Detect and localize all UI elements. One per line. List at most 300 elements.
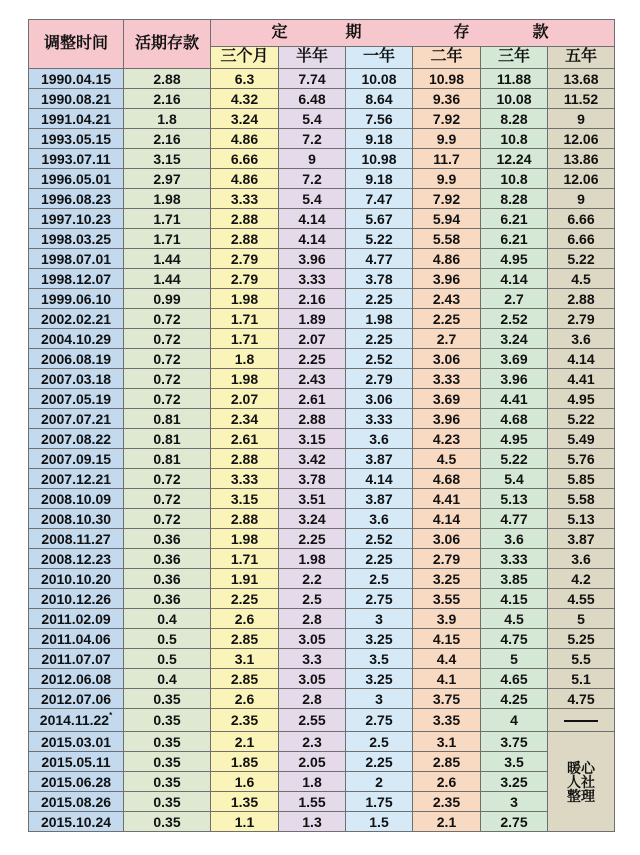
cell-3y: 4.75 xyxy=(481,629,548,649)
cell-2y: 10.98 xyxy=(413,69,481,89)
cell-current: 2.16 xyxy=(124,129,211,149)
cell-3m: 1.71 xyxy=(211,549,279,569)
cell-1y: 3.87 xyxy=(346,449,413,469)
cell-5y: 5.58 xyxy=(548,489,615,509)
cell-date xyxy=(29,149,124,169)
cell-2y: 2.35 xyxy=(413,792,481,812)
cell-6m: 7.74 xyxy=(279,69,346,89)
cell-3m: 2.61 xyxy=(211,429,279,449)
cell-3y: 4.14 xyxy=(481,269,548,289)
table-row xyxy=(29,509,615,529)
cell-current: 1.71 xyxy=(124,229,211,249)
cell-6m: 3.96 xyxy=(279,249,346,269)
cell-5y: 4.55 xyxy=(548,589,615,609)
table-row xyxy=(29,389,615,409)
cell-6m: 1.55 xyxy=(279,792,346,812)
cell-3y: 4.41 xyxy=(481,389,548,409)
cell-current: 0.72 xyxy=(124,469,211,489)
date-text: 1990.08.21 xyxy=(40,90,112,107)
cell-3m: 2.88 xyxy=(211,449,279,469)
cell-current: 0.35 xyxy=(124,772,211,792)
cell-6m: 2.61 xyxy=(279,389,346,409)
cell-3y: 3.33 xyxy=(481,549,548,569)
cell-5y: 6.66 xyxy=(548,229,615,249)
cell-3y: 4.77 xyxy=(481,509,548,529)
cell-2y: 4.41 xyxy=(413,489,481,509)
table-row xyxy=(29,369,615,389)
cell-3y: 4.5 xyxy=(481,609,548,629)
cell-5y: 5.1 xyxy=(548,669,615,689)
cell-1y: 2.79 xyxy=(346,369,413,389)
date-footnote-mark: * xyxy=(109,711,113,720)
cell-1y: 9.18 xyxy=(346,129,413,149)
date-text: 2007.03.18 xyxy=(40,370,112,387)
cell-2y: 7.92 xyxy=(413,109,481,129)
cell-6m: 1.98 xyxy=(279,549,346,569)
date-text: 1990.04.15 xyxy=(40,70,112,87)
cell-current: 0.81 xyxy=(124,429,211,449)
date-text: 1996.05.01 xyxy=(40,170,112,187)
cell-5y: 11.52 xyxy=(548,89,615,109)
cell-3y: 3.24 xyxy=(481,329,548,349)
cell-3m: 1.98 xyxy=(211,529,279,549)
cell-6m: 2.25 xyxy=(279,349,346,369)
table-row xyxy=(29,792,615,812)
table-row xyxy=(29,469,615,489)
cell-date xyxy=(29,689,124,709)
cell-2y: 7.92 xyxy=(413,189,481,209)
cell-3y: 6.21 xyxy=(481,229,548,249)
cell-date xyxy=(29,709,124,732)
cell-2y: 3.1 xyxy=(413,732,481,752)
cell-2y: 4.4 xyxy=(413,649,481,669)
cell-date xyxy=(29,609,124,629)
cell-current: 0.35 xyxy=(124,752,211,772)
cell-3m: 2.1 xyxy=(211,732,279,752)
cell-1y: 2.75 xyxy=(346,709,413,732)
cell-date xyxy=(29,269,124,289)
table-row xyxy=(29,529,615,549)
cell-6m: 2.5 xyxy=(279,589,346,609)
cell-3m: 1.85 xyxy=(211,752,279,772)
cell-3y: 4.95 xyxy=(481,429,548,449)
cell-3y: 12.24 xyxy=(481,149,548,169)
date-text: 1998.03.25 xyxy=(40,230,112,247)
cell-1y: 2.52 xyxy=(346,349,413,369)
cell-current: 0.72 xyxy=(124,349,211,369)
cell-6m: 2.07 xyxy=(279,329,346,349)
cell-6m: 2.25 xyxy=(279,529,346,549)
cell-6m: 9 xyxy=(279,149,346,169)
cell-3m: 2.6 xyxy=(211,609,279,629)
cell-6m: 2.88 xyxy=(279,409,346,429)
cell-5y: 3.6 xyxy=(548,549,615,569)
cell-2y: 2.79 xyxy=(413,549,481,569)
cell-2y: 4.23 xyxy=(413,429,481,449)
cell-6m: 3.05 xyxy=(279,669,346,689)
cell-1y: 2.75 xyxy=(346,589,413,609)
dash-line xyxy=(564,720,598,722)
cell-2y: 3.96 xyxy=(413,269,481,289)
cell-1y: 2.5 xyxy=(346,569,413,589)
cell-current: 0.72 xyxy=(124,389,211,409)
cell-current: 1.44 xyxy=(124,269,211,289)
date-text: 2007.07.21 xyxy=(40,410,112,427)
cell-6m: 1.3 xyxy=(279,812,346,832)
table-row xyxy=(29,732,615,752)
cell-6m: 5.4 xyxy=(279,109,346,129)
cell-date xyxy=(29,772,124,792)
header-current: 活期存款 xyxy=(124,20,211,69)
cell-6m: 3.15 xyxy=(279,429,346,449)
cell-5y: 3.87 xyxy=(548,529,615,549)
cell-3m: 2.88 xyxy=(211,229,279,249)
cell-1y: 3.78 xyxy=(346,269,413,289)
cell-5y-empty-dash xyxy=(548,709,615,732)
cell-1y: 2.25 xyxy=(346,752,413,772)
cell-5y: 12.06 xyxy=(548,129,615,149)
cell-6m: 2.3 xyxy=(279,732,346,752)
cell-5y: 4.95 xyxy=(548,389,615,409)
cell-date xyxy=(29,589,124,609)
date-text: 2004.10.29 xyxy=(40,330,112,347)
cell-3m: 2.79 xyxy=(211,269,279,289)
cell-6m: 3.78 xyxy=(279,469,346,489)
date-text: 1998.07.01 xyxy=(40,250,112,267)
cell-2y: 3.25 xyxy=(413,569,481,589)
table-row xyxy=(29,269,615,289)
table-row xyxy=(29,429,615,449)
cell-1y: 2.52 xyxy=(346,529,413,549)
cell-3y: 5.4 xyxy=(481,469,548,489)
cell-1y: 5.67 xyxy=(346,209,413,229)
cell-5y: 13.68 xyxy=(548,69,615,89)
cell-3m: 1.35 xyxy=(211,792,279,812)
cell-1y: 2.25 xyxy=(346,549,413,569)
cell-3m: 1.8 xyxy=(211,349,279,369)
cell-1y: 3.25 xyxy=(346,669,413,689)
cell-5y: 5.49 xyxy=(548,429,615,449)
cell-1y: 7.56 xyxy=(346,109,413,129)
table-row xyxy=(29,449,615,469)
note-line: 整理 xyxy=(567,787,595,804)
cell-5y: 5 xyxy=(548,609,615,629)
cell-6m: 3.51 xyxy=(279,489,346,509)
header-fixed-char: 存 xyxy=(453,23,470,41)
cell-date xyxy=(29,229,124,249)
cell-6m: 3.05 xyxy=(279,629,346,649)
cell-1y: 1.75 xyxy=(346,792,413,812)
cell-2y: 2.6 xyxy=(413,772,481,792)
cell-6m: 2.43 xyxy=(279,369,346,389)
cell-current: 1.44 xyxy=(124,249,211,269)
cell-6m: 2.16 xyxy=(279,289,346,309)
cell-6m: 1.8 xyxy=(279,772,346,792)
cell-date xyxy=(29,429,124,449)
cell-2y: 2.7 xyxy=(413,329,481,349)
cell-current: 0.4 xyxy=(124,609,211,629)
cell-2y: 3.9 xyxy=(413,609,481,629)
cell-2y: 5.58 xyxy=(413,229,481,249)
table-row xyxy=(29,109,615,129)
cell-2y: 4.86 xyxy=(413,249,481,269)
cell-5y: 4.5 xyxy=(548,269,615,289)
table-row xyxy=(29,329,615,349)
cell-5y: 5.76 xyxy=(548,449,615,469)
cell-5y: 2.88 xyxy=(548,289,615,309)
cell-5y: 2.79 xyxy=(548,309,615,329)
cell-3m: 2.07 xyxy=(211,389,279,409)
cell-1y: 8.64 xyxy=(346,89,413,109)
cell-6m: 5.4 xyxy=(279,189,346,209)
date-text: 1996.08.23 xyxy=(40,190,112,207)
cell-5y: 5.85 xyxy=(548,469,615,489)
cell-date xyxy=(29,209,124,229)
date-text: 2015.03.01 xyxy=(40,733,112,750)
date-text: 2010.12.26 xyxy=(40,590,112,607)
table-row xyxy=(29,549,615,569)
cell-date xyxy=(29,169,124,189)
cell-3m: 2.6 xyxy=(211,689,279,709)
cell-3y: 6.21 xyxy=(481,209,548,229)
cell-date xyxy=(29,189,124,209)
compiler-note xyxy=(548,732,615,832)
table-row xyxy=(29,189,615,209)
header-date: 调整时间 xyxy=(29,20,124,69)
cell-3m: 4.86 xyxy=(211,129,279,149)
cell-date xyxy=(29,509,124,529)
table-row xyxy=(29,772,615,792)
cell-5y: 4.2 xyxy=(548,569,615,589)
cell-1y: 2.25 xyxy=(346,329,413,349)
table-row xyxy=(29,812,615,832)
table-row xyxy=(29,349,615,369)
cell-2y: 2.85 xyxy=(413,752,481,772)
cell-date xyxy=(29,489,124,509)
cell-3y: 3.75 xyxy=(481,732,548,752)
table-body xyxy=(29,69,615,832)
cell-6m: 2.2 xyxy=(279,569,346,589)
cell-current: 0.4 xyxy=(124,669,211,689)
cell-5y: 5.22 xyxy=(548,249,615,269)
cell-3m: 1.98 xyxy=(211,289,279,309)
cell-6m: 2.8 xyxy=(279,609,346,629)
cell-1y: 3.5 xyxy=(346,649,413,669)
cell-current: 0.72 xyxy=(124,309,211,329)
cell-3m: 1.91 xyxy=(211,569,279,589)
header-fixed-char: 期 xyxy=(345,23,362,41)
cell-3m: 6.66 xyxy=(211,149,279,169)
cell-1y: 3.6 xyxy=(346,509,413,529)
cell-3y: 2.52 xyxy=(481,309,548,329)
cell-3y: 3.6 xyxy=(481,529,548,549)
table-row xyxy=(29,409,615,429)
cell-2y: 3.55 xyxy=(413,589,481,609)
cell-1y: 1.98 xyxy=(346,309,413,329)
cell-2y: 4.68 xyxy=(413,469,481,489)
cell-3m: 2.25 xyxy=(211,589,279,609)
cell-3m: 1.1 xyxy=(211,812,279,832)
date-text: 2011.02.09 xyxy=(41,610,111,627)
cell-1y: 3.87 xyxy=(346,489,413,509)
cell-3y: 8.28 xyxy=(481,189,548,209)
cell-3y: 4.95 xyxy=(481,249,548,269)
cell-current: 0.81 xyxy=(124,449,211,469)
table-row xyxy=(29,649,615,669)
cell-3y: 4.15 xyxy=(481,589,548,609)
cell-1y: 1.5 xyxy=(346,812,413,832)
table-row xyxy=(29,209,615,229)
cell-3m: 2.88 xyxy=(211,209,279,229)
date-text: 2006.08.19 xyxy=(40,350,112,367)
table-row xyxy=(29,129,615,149)
cell-5y: 3.6 xyxy=(548,329,615,349)
cell-5y: 4.75 xyxy=(548,689,615,709)
date-text: 2002.02.21 xyxy=(40,310,112,327)
note-line: 人社 xyxy=(567,773,595,790)
cell-date xyxy=(29,449,124,469)
cell-2y: 2.25 xyxy=(413,309,481,329)
cell-3y: 3 xyxy=(481,792,548,812)
cell-2y: 2.1 xyxy=(413,812,481,832)
date-text: 2014.11.22 xyxy=(39,712,110,728)
cell-current: 0.72 xyxy=(124,509,211,529)
cell-1y: 3.06 xyxy=(346,389,413,409)
header-fixed-char: 款 xyxy=(532,23,549,41)
cell-2y: 4.15 xyxy=(413,629,481,649)
date-text: 2012.07.06 xyxy=(40,690,112,707)
header-term-2y: 二年 xyxy=(413,46,481,68)
cell-5y: 6.66 xyxy=(548,209,615,229)
cell-6m: 6.48 xyxy=(279,89,346,109)
cell-3m: 1.71 xyxy=(211,329,279,349)
cell-current: 2.88 xyxy=(124,69,211,89)
cell-1y: 3.33 xyxy=(346,409,413,429)
cell-current: 0.35 xyxy=(124,812,211,832)
cell-1y: 2.5 xyxy=(346,732,413,752)
cell-3m: 3.15 xyxy=(211,489,279,509)
cell-6m: 1.89 xyxy=(279,309,346,329)
cell-3y: 3.25 xyxy=(481,772,548,792)
date-text: 2015.10.24 xyxy=(40,813,112,830)
cell-6m: 2.05 xyxy=(279,752,346,772)
cell-5y: 5.13 xyxy=(548,509,615,529)
cell-3m: 3.24 xyxy=(211,109,279,129)
cell-3y: 5 xyxy=(481,649,548,669)
cell-current: 0.5 xyxy=(124,649,211,669)
cell-6m: 2.55 xyxy=(279,709,346,732)
cell-5y: 5.5 xyxy=(548,649,615,669)
cell-current: 1.98 xyxy=(124,189,211,209)
table-row xyxy=(29,489,615,509)
date-text: 2010.10.20 xyxy=(40,570,112,587)
cell-2y: 4.1 xyxy=(413,669,481,689)
cell-date xyxy=(29,752,124,772)
cell-date xyxy=(29,329,124,349)
cell-6m: 3.42 xyxy=(279,449,346,469)
date-text: 2011.04.06 xyxy=(41,630,111,647)
cell-3m: 1.6 xyxy=(211,772,279,792)
cell-date xyxy=(29,129,124,149)
cell-current: 0.35 xyxy=(124,732,211,752)
cell-date xyxy=(29,649,124,669)
cell-date xyxy=(29,569,124,589)
cell-2y: 3.06 xyxy=(413,349,481,369)
cell-current: 0.36 xyxy=(124,549,211,569)
cell-5y: 9 xyxy=(548,109,615,129)
cell-current: 0.35 xyxy=(124,792,211,812)
table-row xyxy=(29,169,615,189)
date-text: 2008.12.23 xyxy=(40,550,112,567)
cell-1y: 2 xyxy=(346,772,413,792)
cell-2y: 3.69 xyxy=(413,389,481,409)
cell-5y: 4.14 xyxy=(548,349,615,369)
cell-current: 2.97 xyxy=(124,169,211,189)
cell-date xyxy=(29,349,124,369)
cell-2y: 3.06 xyxy=(413,529,481,549)
cell-current: 1.8 xyxy=(124,109,211,129)
cell-3m: 2.79 xyxy=(211,249,279,269)
cell-date xyxy=(29,309,124,329)
date-text: 1991.04.21 xyxy=(40,110,112,127)
cell-3m: 2.85 xyxy=(211,669,279,689)
cell-current: 0.5 xyxy=(124,629,211,649)
cell-5y: 12.06 xyxy=(548,169,615,189)
cell-current: 0.99 xyxy=(124,289,211,309)
table-row xyxy=(29,669,615,689)
cell-date xyxy=(29,469,124,489)
cell-3y: 3.85 xyxy=(481,569,548,589)
cell-3y: 4 xyxy=(481,709,548,732)
cell-date xyxy=(29,69,124,89)
cell-3m: 4.32 xyxy=(211,89,279,109)
header-term-6m: 半年 xyxy=(279,46,346,68)
cell-3y: 10.8 xyxy=(481,129,548,149)
cell-2y: 4.5 xyxy=(413,449,481,469)
cell-current: 0.36 xyxy=(124,589,211,609)
cell-1y: 7.47 xyxy=(346,189,413,209)
cell-date xyxy=(29,812,124,832)
date-text: 2011.07.07 xyxy=(41,650,111,667)
cell-2y: 9.9 xyxy=(413,169,481,189)
cell-3y: 3.5 xyxy=(481,752,548,772)
cell-5y: 13.86 xyxy=(548,149,615,169)
cell-3m: 3.33 xyxy=(211,469,279,489)
cell-3m: 4.86 xyxy=(211,169,279,189)
table-row xyxy=(29,589,615,609)
table-row xyxy=(29,752,615,772)
table-row xyxy=(29,609,615,629)
table-row xyxy=(29,689,615,709)
header-fixed-deposit xyxy=(211,20,615,47)
cell-date xyxy=(29,289,124,309)
cell-date xyxy=(29,669,124,689)
cell-3m: 2.34 xyxy=(211,409,279,429)
cell-2y: 2.43 xyxy=(413,289,481,309)
date-text: 2007.09.15 xyxy=(40,450,112,467)
cell-date xyxy=(29,529,124,549)
cell-2y: 3.35 xyxy=(413,709,481,732)
cell-5y: 5.22 xyxy=(548,409,615,429)
cell-date xyxy=(29,89,124,109)
cell-3m: 3.1 xyxy=(211,649,279,669)
cell-current: 0.72 xyxy=(124,489,211,509)
cell-3y: 4.25 xyxy=(481,689,548,709)
cell-3y: 4.65 xyxy=(481,669,548,689)
cell-1y: 4.14 xyxy=(346,469,413,489)
table-row xyxy=(29,229,615,249)
cell-date xyxy=(29,369,124,389)
